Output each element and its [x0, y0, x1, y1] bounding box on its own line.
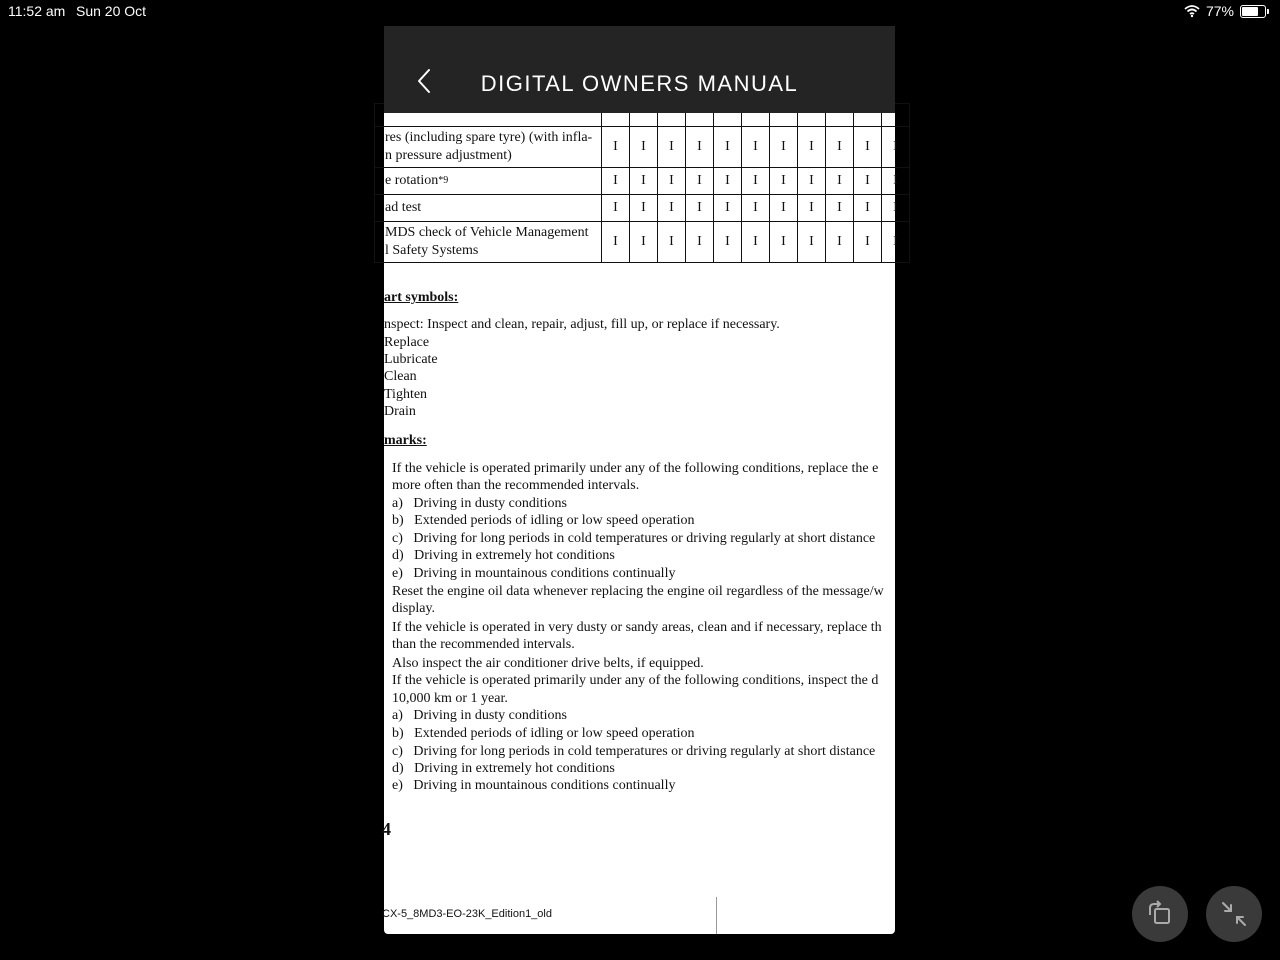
rotate-screen-icon — [1145, 899, 1175, 929]
remark-line: display. — [392, 601, 436, 616]
app-header — [384, 26, 895, 113]
battery-level — [1242, 7, 1258, 16]
table-mark-cell: I — [854, 195, 882, 222]
table-mark-cell: I — [882, 168, 910, 195]
rotate-button[interactable] — [1132, 886, 1188, 942]
table-mark-cell: I — [798, 195, 826, 222]
table-mark-cell: I — [826, 222, 854, 263]
table-mark-cell: I — [742, 168, 770, 195]
chart-symbol-line: Tighten — [384, 387, 428, 402]
maintenance-table — [374, 103, 910, 263]
table-item-text: l Safety Systems — [385, 243, 479, 258]
remark-line: 10,000 km or 1 year. — [392, 691, 508, 706]
table-mark-cell: I — [882, 195, 910, 222]
table-mark-cell: I — [658, 195, 686, 222]
status-right — [1184, 3, 1266, 19]
table-mark-cell: I — [630, 222, 658, 263]
minimize-button[interactable] — [1206, 886, 1262, 942]
table-item-cell — [375, 222, 602, 263]
table-mark-cell: I — [826, 195, 854, 222]
table-mark-cell: I — [882, 127, 910, 168]
table-mark-cell: I — [854, 222, 882, 263]
remark-line: If the vehicle is operated primarily under any of the following conditions, replace the e — [392, 461, 879, 476]
table-mark-cell: I — [714, 168, 742, 195]
table-mark-cell: I — [630, 195, 658, 222]
table-item-text: ad test — [385, 200, 422, 215]
remark-line: than the recommended intervals. — [392, 637, 575, 652]
chart-symbol-line: Drain — [384, 404, 416, 419]
table-mark-cell: I — [854, 127, 882, 168]
table-mark-cell: I — [602, 168, 630, 195]
chart-symbol-line: Lubricate — [384, 352, 438, 367]
table-item-line — [375, 172, 595, 190]
page-divider — [716, 897, 717, 934]
remark-line: e) Driving in mountainous conditions continually — [392, 778, 676, 793]
remark-line: a) Driving in dusty conditions — [392, 496, 567, 511]
table-mark-cell: I — [658, 222, 686, 263]
table-mark-cell: I — [798, 127, 826, 168]
table-item-text: e rotation — [385, 173, 439, 188]
table-item-cell — [375, 195, 602, 222]
remark-line: Reset the engine oil data whenever replacing the engine oil regardless of the message/w — [392, 584, 884, 599]
table-mark-cell: I — [770, 195, 798, 222]
status-bar — [0, 0, 1280, 24]
battery-icon — [1240, 5, 1266, 18]
manual-panel — [382, 26, 898, 934]
table-mark-cell: I — [714, 195, 742, 222]
table-mark-cell: I — [714, 127, 742, 168]
table-mark-cell: I — [658, 168, 686, 195]
chart-symbol-line: Replace — [384, 335, 430, 350]
page-number: 4 — [382, 819, 391, 839]
table-row — [375, 168, 910, 195]
page-title: DIGITAL OWNERS MANUAL — [480, 71, 799, 96]
table-item-cell — [375, 168, 602, 195]
table-mark-cell: I — [742, 195, 770, 222]
table-mark-cell: I — [770, 127, 798, 168]
table-mark-cell: I — [686, 222, 714, 263]
status-time: 11:52 am — [8, 3, 66, 19]
table-mark-cell: I — [602, 127, 630, 168]
remark-line: more often than the recommended intervals. — [392, 478, 640, 493]
remark-line: If the vehicle is operated in very dusty or sandy areas, clean and if necessary, replace th — [392, 620, 882, 635]
table-mark-cell: I — [854, 168, 882, 195]
remark-line: b) Extended periods of idling or low speed operation — [392, 513, 695, 528]
table-mark-cell: I — [602, 222, 630, 263]
remark-line: c) Driving for long periods in cold temperatures or driving regularly at short distance — [392, 744, 876, 759]
remark-line: Also inspect the air conditioner drive belts, if equipped. — [392, 656, 704, 671]
table-mark-cell: I — [798, 222, 826, 263]
table-mark-cell: I — [882, 222, 910, 263]
table-mark-cell: I — [602, 195, 630, 222]
table-row — [375, 195, 910, 222]
chart-symbol-line: Clean — [384, 369, 417, 384]
table-mark-cell: I — [826, 127, 854, 168]
table-mark-cell: I — [742, 222, 770, 263]
wifi-icon — [1184, 5, 1200, 17]
remark-line: d) Driving in extremely hot conditions — [392, 548, 615, 563]
remark-line: e) Driving in mountainous conditions continually — [392, 566, 676, 581]
table-item-cell — [375, 127, 602, 168]
remark-line: If the vehicle is operated primarily under any of the following conditions, inspect the d — [392, 673, 879, 688]
table-row — [375, 127, 910, 168]
table-mark-cell: I — [714, 222, 742, 263]
battery-percent: 77% — [1205, 3, 1234, 19]
chart-symbol-line: nspect: Inspect and clean, repair, adjust, fill up, or replace if necessary. — [384, 317, 780, 332]
table-mark-cell: I — [630, 168, 658, 195]
table-item-text: res (including spare tyre) (with infla- — [385, 130, 593, 145]
table-mark-cell: I — [686, 127, 714, 168]
table-mark-cell: I — [798, 168, 826, 195]
table-mark-cell: I — [686, 168, 714, 195]
table-item-text: MDS check of Vehicle Management — [385, 225, 589, 240]
table-mark-cell: I — [770, 168, 798, 195]
chart-symbols-heading: art symbols: — [384, 290, 459, 305]
remark-line: d) Driving in extremely hot conditions — [392, 761, 615, 776]
remark-line: b) Extended periods of idling or low speed operation — [392, 726, 695, 741]
document-code: CX-5_8MD3-EO-23K_Edition1_old — [382, 908, 552, 920]
remark-line: c) Driving for long periods in cold temperatures or driving regularly at short distance — [392, 531, 876, 546]
table-mark-cell: I — [826, 168, 854, 195]
table-item-text: n pressure adjustment) — [385, 148, 512, 163]
minimize-icon — [1219, 899, 1249, 929]
table-mark-cell: I — [742, 127, 770, 168]
table-mark-cell: I — [770, 222, 798, 263]
table-mark-cell: I — [658, 127, 686, 168]
remarks-heading: marks: — [384, 433, 427, 448]
table-mark-cell: I — [630, 127, 658, 168]
status-date: Sun 20 Oct — [76, 3, 147, 19]
footnote-marker: *9 — [438, 175, 449, 186]
table-row — [375, 222, 910, 263]
remark-line: a) Driving in dusty conditions — [392, 708, 567, 723]
table-mark-cell: I — [686, 195, 714, 222]
